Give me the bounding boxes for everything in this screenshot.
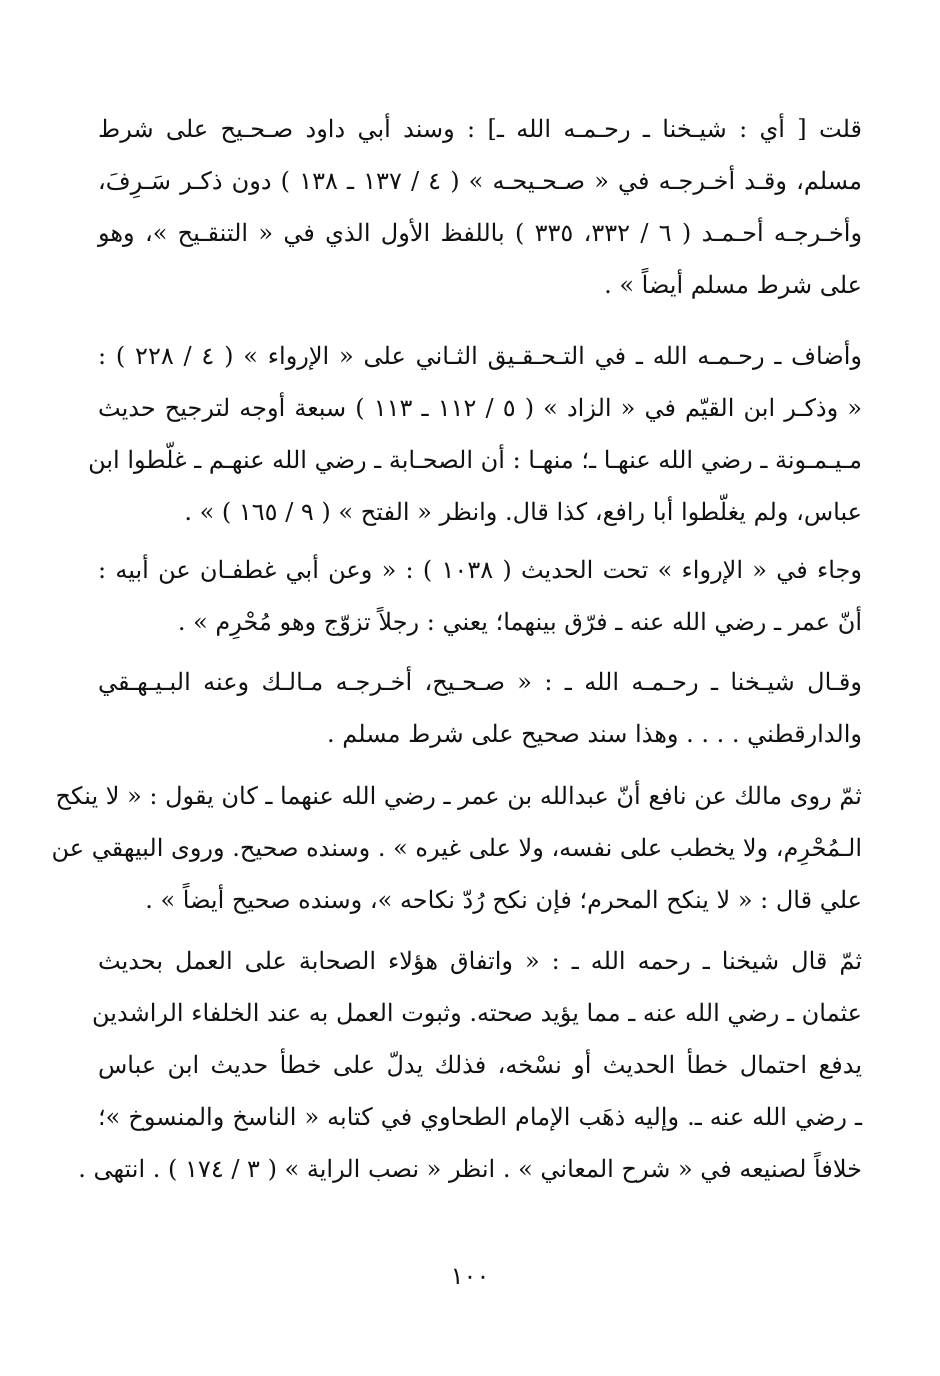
text-line: مسلم، وقـد أخـرجـه في « صـحـيحـه » ( ٤ / ١٣٧ ـ ١٣٨ ) دون ذكـر سَـرِفَ، (98, 167, 862, 195)
text-line: خلافاً لصنيعه في « شرح المعاني » . انظر « نصب الراية » ( ٣ / ١٧٤ ) . انتهى . (78, 1155, 862, 1183)
paragraph-2 (88, 330, 863, 538)
page-number: ١٠٠ (450, 1262, 490, 1290)
text-line: الـمُحْرِم، ولا يخطب على نفسه، ولا على غيره » . وسنده صحيح. وروى البيهقي عن (51, 834, 862, 862)
paragraph-4 (98, 656, 862, 760)
text-line: ـ رضي الله عنه ـ. وإليه ذهَب الإمام الطحاوي في كتابه « الناسخ والمنسوخ »؛ (98, 1103, 862, 1131)
text-line: ثمّ روى مالك عن نافع أنّ عبدالله بن عمر ـ رضي الله عنهما ـ كان يقول : « لا ينكح (55, 782, 862, 810)
text-line: قلت [ أي : شيـخنا ـ رحـمـه الله ـ] : وسند أبي داود صـحـيح على شرط (98, 115, 862, 143)
text-line: وأخـرجـه أحـمـد ( ٦ / ٣٣٢، ٣٣٥ ) باللفظ الأول الذي في « التنقـيح »، وهو (98, 219, 863, 247)
paragraph-1 (98, 103, 862, 311)
text-line: « وذكـر ابن القيّم في « الزاد » ( ٥ / ١١٢ ـ ١١٣ ) سبعة أوجه لترجيح حديث (98, 394, 863, 422)
text-line: مـيـمـونة ـ رضي الله عنهـا ـ؛ منهـا : أن الصحـابة ـ رضي الله عنهـم ـ غلّطوا ابن (88, 446, 862, 474)
text-line: علي قال : « لا ينكح المحرم؛ فإن نكح رُدّ نكاحه »، وسنده صحيح أيضاً » . (145, 886, 862, 914)
paragraph-6 (78, 935, 862, 1195)
text-line: عباس، ولم يغلّطوا أبا رافع، كذا قال. وانظر « الفتح » ( ٩ / ١٦٥ ) » . (184, 498, 862, 526)
text-line: ثمّ قال شيخنا ـ رحمه الله ـ : « واتفاق هؤلاء الصحابة على العمل بحديث (98, 947, 862, 975)
text-line: وجاء في « الإرواء » تحت الحديث ( ١٠٣٨ ) : « وعن أبي غطفـان عن أبيه : (98, 556, 862, 584)
paragraph-5 (51, 770, 862, 926)
text-line: وقـال شيـخنا ـ رحـمـه الله ـ : « صـحـيح، أخـرجـه مـالـك وعنه البـيـهـقي (98, 668, 862, 696)
text-line: على شرط مسلم أيضاً » . (604, 271, 862, 299)
text-line: وأضاف ـ رحـمـه الله ـ في التـحـقـيق الثـاني على « الإرواء » ( ٤ / ٢٢٨ ) : (98, 342, 862, 370)
text-line: والدارقطني . . . . وهذا سند صحيح على شرط مسلم . (327, 720, 862, 748)
text-line: أنّ عمر ـ رضي الله عنه ـ فرّق بينهما؛ يعني : رجلاً تزوّج وهو مُحْرِم » . (177, 608, 862, 636)
text-line: يدفع احتمال خطأ الحديث أو نسْخه، فذلك يدلّ على خطأ حديث ابن عباس (98, 1051, 862, 1079)
paragraph-3 (98, 544, 862, 648)
text-line: عثمان ـ رضي الله عنه ـ مما يؤيد صحته. وثبوت العمل به عند الخلفاء الراشدين (92, 999, 862, 1027)
